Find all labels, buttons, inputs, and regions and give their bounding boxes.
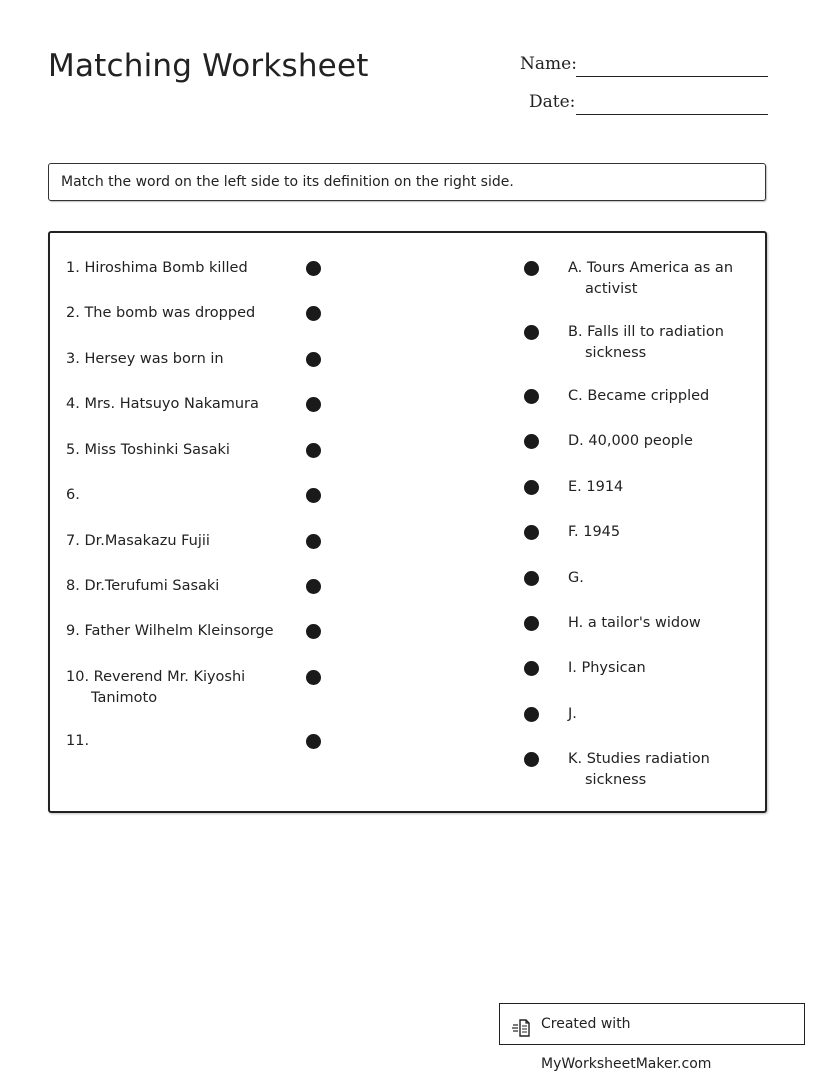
right-item-a: A. Tours America as an activist (568, 260, 734, 297)
page-title: Matching Worksheet (48, 48, 369, 84)
left-item-4: 4. Mrs. Hatsuyo Nakamura (66, 396, 259, 412)
date-line[interactable] (576, 114, 768, 115)
left-match-dot-10[interactable] (306, 670, 321, 685)
left-match-dot-9[interactable] (306, 624, 321, 639)
right-item-h: H. a tailor's widow (568, 615, 701, 631)
right-item-c: C. Became crippled (568, 388, 710, 404)
left-match-dot-3[interactable] (306, 352, 321, 367)
right-match-dot-b[interactable] (524, 325, 539, 340)
right-item-e: E. 1914 (568, 479, 624, 495)
left-item-10: 10. Reverend Mr. Kiyoshi Tanimoto (66, 669, 246, 706)
footer-text: Created with MyWorksheetMaker.com (541, 1016, 712, 1072)
instructions-box: Match the word on the left side to its definition on the right side. (48, 163, 766, 201)
right-match-dot-e[interactable] (524, 480, 539, 495)
left-match-dot-6[interactable] (306, 488, 321, 503)
left-item-6: 6. (66, 487, 80, 503)
right-match-dot-g[interactable] (524, 571, 539, 586)
right-item-b: B. Falls ill to radiation sickness (568, 324, 724, 361)
left-item-7: 7. Dr.Masakazu Fujii (66, 533, 210, 549)
right-item-i: I. Physican (568, 660, 646, 676)
right-item-d: D. 40,000 people (568, 433, 693, 449)
left-item-3: 3. Hersey was born in (66, 351, 224, 367)
name-line[interactable] (576, 76, 768, 77)
right-match-dot-c[interactable] (524, 389, 539, 404)
right-item-j: J. (568, 706, 577, 722)
left-match-dot-8[interactable] (306, 579, 321, 594)
left-item-8: 8. Dr.Terufumi Sasaki (66, 578, 220, 594)
left-match-dot-4[interactable] (306, 397, 321, 412)
left-item-9: 9. Father Wilhelm Kleinsorge (66, 623, 274, 639)
right-item-g: G. (568, 570, 584, 586)
right-match-dot-a[interactable] (524, 261, 539, 276)
right-match-dot-j[interactable] (524, 707, 539, 722)
left-match-dot-7[interactable] (306, 534, 321, 549)
right-match-dot-d[interactable] (524, 434, 539, 449)
right-match-dot-h[interactable] (524, 616, 539, 631)
right-match-dot-i[interactable] (524, 661, 539, 676)
left-match-dot-5[interactable] (306, 443, 321, 458)
left-item-1: 1. Hiroshima Bomb killed (66, 260, 248, 276)
worksheet-maker-logo-icon (512, 1014, 534, 1034)
left-item-5: 5. Miss Toshinki Sasaki (66, 442, 230, 458)
footer-badge[interactable] (499, 1003, 805, 1072)
right-match-dot-k[interactable] (524, 752, 539, 767)
right-item-f: F. 1945 (568, 524, 621, 540)
left-item-11: 11. (66, 733, 90, 749)
date-label: Date: (529, 92, 576, 112)
left-match-dot-11[interactable] (306, 734, 321, 749)
right-match-dot-f[interactable] (524, 525, 539, 540)
name-label: Name: (520, 54, 577, 74)
left-item-2: 2. The bomb was dropped (66, 305, 256, 321)
left-match-dot-1[interactable] (306, 261, 321, 276)
left-match-dot-2[interactable] (306, 306, 321, 321)
right-item-k: K. Studies radiation sickness (568, 751, 710, 788)
